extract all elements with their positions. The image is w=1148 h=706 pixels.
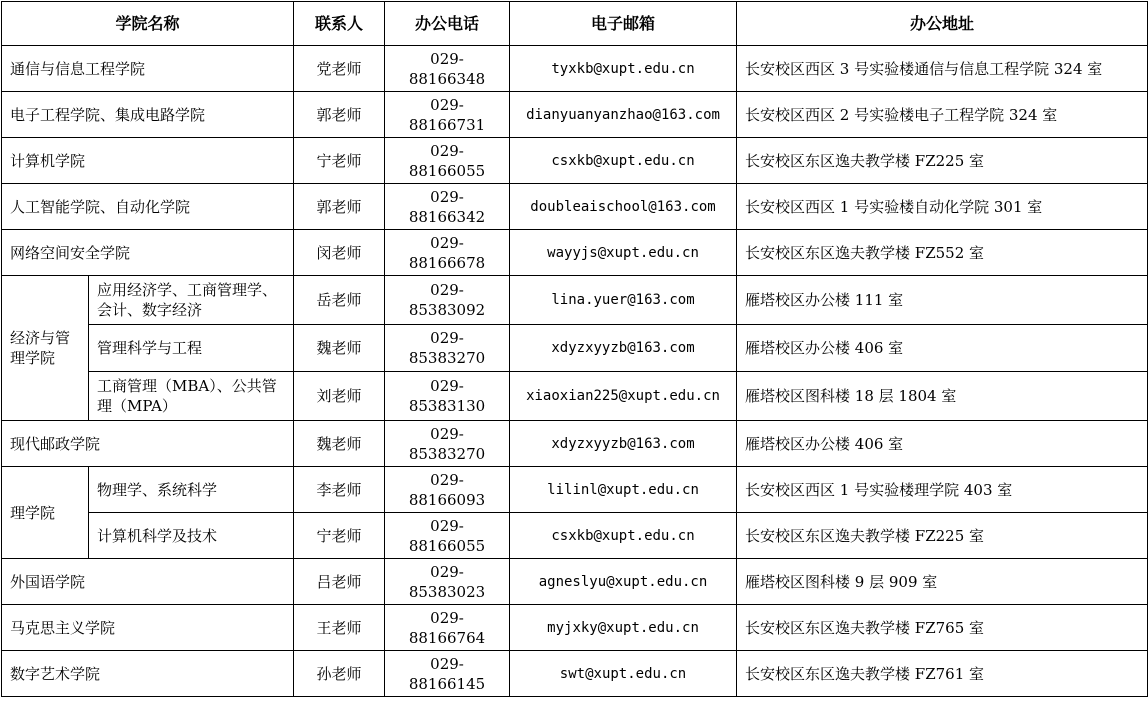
contact-name: 吕老师 [294,559,385,605]
header-address: 办公地址 [737,2,1148,46]
phone-number: 029-85383092 [385,276,510,325]
table-row [2,92,1148,138]
email-address: xdyzxyyzb@163.com [510,421,737,467]
contact-name: 闵老师 [294,230,385,276]
college-name-science: 理学院 [2,467,89,559]
phone-number: 029-85383270 [385,421,510,467]
office-address: 长安校区西区 1 号实验楼自动化学院 301 室 [737,184,1148,230]
table-row [2,46,1148,92]
office-address: 长安校区东区逸夫教学楼 FZ225 室 [737,138,1148,184]
contact-name: 宁老师 [294,138,385,184]
header-row [2,2,1148,46]
phone-number: 029-85383023 [385,559,510,605]
college-name: 通信与信息工程学院 [2,46,294,92]
table-row [2,421,1148,467]
college-name: 网络空间安全学院 [2,230,294,276]
office-address: 长安校区东区逸夫教学楼 FZ552 室 [737,230,1148,276]
contact-name: 李老师 [294,467,385,513]
office-address: 长安校区东区逸夫教学楼 FZ765 室 [737,605,1148,651]
sub-discipline: 计算机科学及技术 [89,513,294,559]
phone-number: 029-85383130 [385,372,510,421]
header-contact: 联系人 [294,2,385,46]
contact-name: 魏老师 [294,421,385,467]
email-address: wayyjs@xupt.edu.cn [510,230,737,276]
college-name: 马克思主义学院 [2,605,294,651]
office-address: 雁塔校区图科楼 18 层 1804 室 [737,372,1148,421]
email-address: dianyuanyanzhao@163.com [510,92,737,138]
contact-name: 孙老师 [294,651,385,697]
header-email: 电子邮箱 [510,2,737,46]
table-row [2,651,1148,697]
sub-discipline: 应用经济学、工商管理学、会计、数字经济 [89,276,294,325]
contact-name: 宁老师 [294,513,385,559]
table-row [2,276,1148,325]
college-name: 电子工程学院、集成电路学院 [2,92,294,138]
sub-discipline: 管理科学与工程 [89,325,294,372]
phone-number: 029-88166055 [385,513,510,559]
office-address: 长安校区东区逸夫教学楼 FZ761 室 [737,651,1148,697]
table-row [2,230,1148,276]
contact-name: 魏老师 [294,325,385,372]
email-address: csxkb@xupt.edu.cn [510,513,737,559]
email-address: csxkb@xupt.edu.cn [510,138,737,184]
office-address: 雁塔校区图科楼 9 层 909 室 [737,559,1148,605]
phone-number: 029-88166055 [385,138,510,184]
office-address: 长安校区东区逸夫教学楼 FZ225 室 [737,513,1148,559]
table-row [2,372,1148,421]
phone-number: 029-88166731 [385,92,510,138]
contact-name: 岳老师 [294,276,385,325]
sub-discipline: 工商管理（MBA）、公共管理（MPA） [89,372,294,421]
phone-number: 029-85383270 [385,325,510,372]
office-address: 长安校区西区 3 号实验楼通信与信息工程学院 324 室 [737,46,1148,92]
college-name: 计算机学院 [2,138,294,184]
email-address: xiaoxian225@xupt.edu.cn [510,372,737,421]
college-name: 人工智能学院、自动化学院 [2,184,294,230]
email-address: swt@xupt.edu.cn [510,651,737,697]
contact-name: 王老师 [294,605,385,651]
office-address: 雁塔校区办公楼 111 室 [737,276,1148,325]
contact-table [1,1,1148,697]
phone-number: 029-88166342 [385,184,510,230]
email-address: lilinl@xupt.edu.cn [510,467,737,513]
college-name: 外国语学院 [2,559,294,605]
phone-number: 029-88166764 [385,605,510,651]
table-row [2,559,1148,605]
office-address: 长安校区西区 1 号实验楼理学院 403 室 [737,467,1148,513]
email-address: myjxky@xupt.edu.cn [510,605,737,651]
table-row [2,513,1148,559]
table-row [2,467,1148,513]
header-college-name: 学院名称 [2,2,294,46]
contact-name: 郭老师 [294,184,385,230]
phone-number: 029-88166348 [385,46,510,92]
phone-number: 029-88166145 [385,651,510,697]
email-address: xdyzxyyzb@163.com [510,325,737,372]
email-address: lina.yuer@163.com [510,276,737,325]
email-address: agneslyu@xupt.edu.cn [510,559,737,605]
email-address: doubleaischool@163.com [510,184,737,230]
table-row [2,138,1148,184]
email-address: tyxkb@xupt.edu.cn [510,46,737,92]
office-address: 雁塔校区办公楼 406 室 [737,421,1148,467]
header-phone: 办公电话 [385,2,510,46]
table-row [2,184,1148,230]
college-name: 现代邮政学院 [2,421,294,467]
college-name-econ: 经济与管理学院 [2,276,89,421]
phone-number: 029-88166093 [385,467,510,513]
table-row [2,325,1148,372]
sub-discipline: 物理学、系统科学 [89,467,294,513]
table-row [2,605,1148,651]
phone-number: 029-88166678 [385,230,510,276]
office-address: 雁塔校区办公楼 406 室 [737,325,1148,372]
contact-name: 刘老师 [294,372,385,421]
contact-name: 郭老师 [294,92,385,138]
contact-name: 党老师 [294,46,385,92]
college-name: 数字艺术学院 [2,651,294,697]
office-address: 长安校区西区 2 号实验楼电子工程学院 324 室 [737,92,1148,138]
